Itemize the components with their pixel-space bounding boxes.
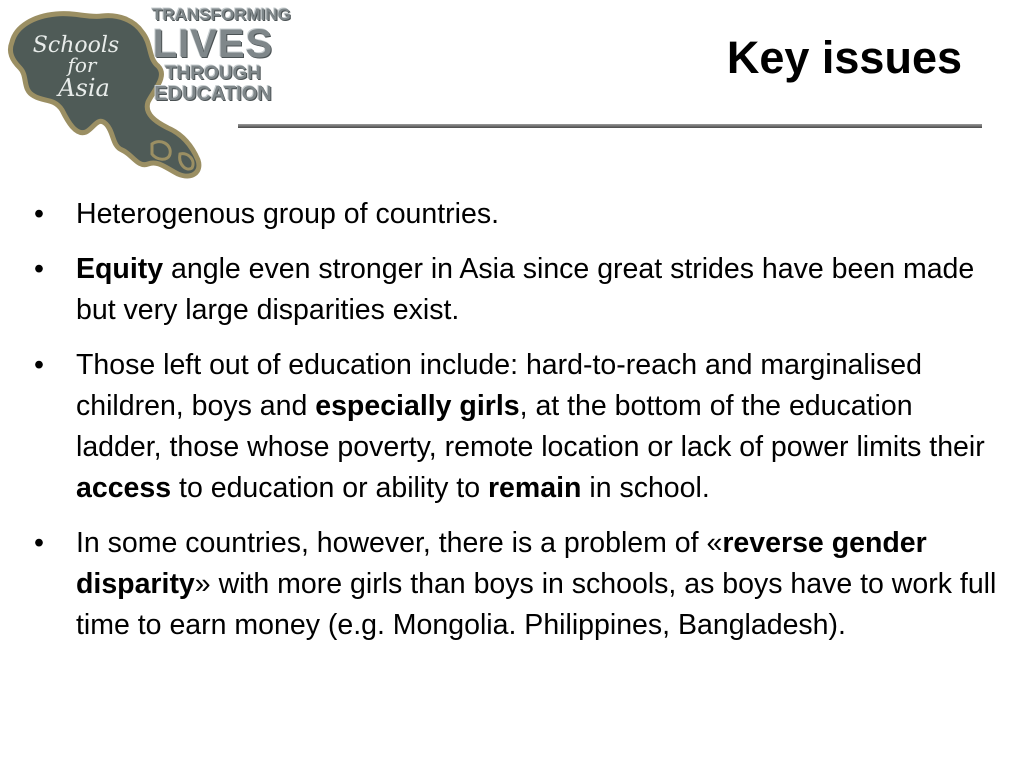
island-shape bbox=[180, 154, 193, 169]
bullet-text: Heterogenous group of countries. bbox=[76, 198, 500, 230]
bullet-emphasis: remain bbox=[487, 472, 582, 504]
bullet-text: Those left out of education include: hard-to-reach and marginalised children, boys and bbox=[76, 349, 923, 422]
title-divider bbox=[238, 124, 982, 128]
bullet-emphasis: access bbox=[76, 472, 172, 504]
logo-tagline bbox=[152, 5, 291, 105]
bullet-emphasis: reverse gender disparity bbox=[76, 527, 927, 600]
bullet-item bbox=[0, 523, 1000, 646]
logo-tagline-line: TRANSFORMING bbox=[152, 5, 291, 24]
bullet-emphasis: especially girls bbox=[315, 390, 520, 422]
bullet-emphasis: Equity bbox=[76, 253, 164, 285]
island-shape bbox=[152, 142, 170, 160]
bullet-item bbox=[0, 249, 1000, 331]
bullet-item bbox=[0, 345, 1000, 509]
bullet-list bbox=[0, 194, 1000, 660]
bullet-text: » with more girls than boys in schools, as boys have to work full time to earn money (e.g. Mongolia. Philippines, Bangladesh). bbox=[76, 568, 997, 641]
bullet-text: angle even stronger in Asia since great strides have been made but very large disparities exist. bbox=[76, 253, 975, 326]
bullet-item bbox=[0, 194, 1000, 235]
logo-tagline-line: EDUCATION bbox=[154, 83, 272, 105]
logo-tagline-line: LIVES bbox=[152, 22, 274, 66]
logo-script-line: Schools bbox=[32, 33, 120, 58]
logo-script-line: for bbox=[67, 53, 97, 77]
bullet-text: in school. bbox=[581, 472, 710, 504]
logo-script-line: Asia bbox=[58, 74, 110, 102]
bullet-text: In some countries, however, there is a problem of « bbox=[76, 527, 723, 559]
logo-tagline-line: THROUGH bbox=[164, 63, 262, 84]
bullet-text: , at the bottom of the education ladder, those whose poverty, remote location or lack of power limits their bbox=[76, 390, 985, 463]
slide-title: Key issues bbox=[726, 32, 962, 83]
bullet-text: to education or ability to bbox=[171, 472, 488, 504]
